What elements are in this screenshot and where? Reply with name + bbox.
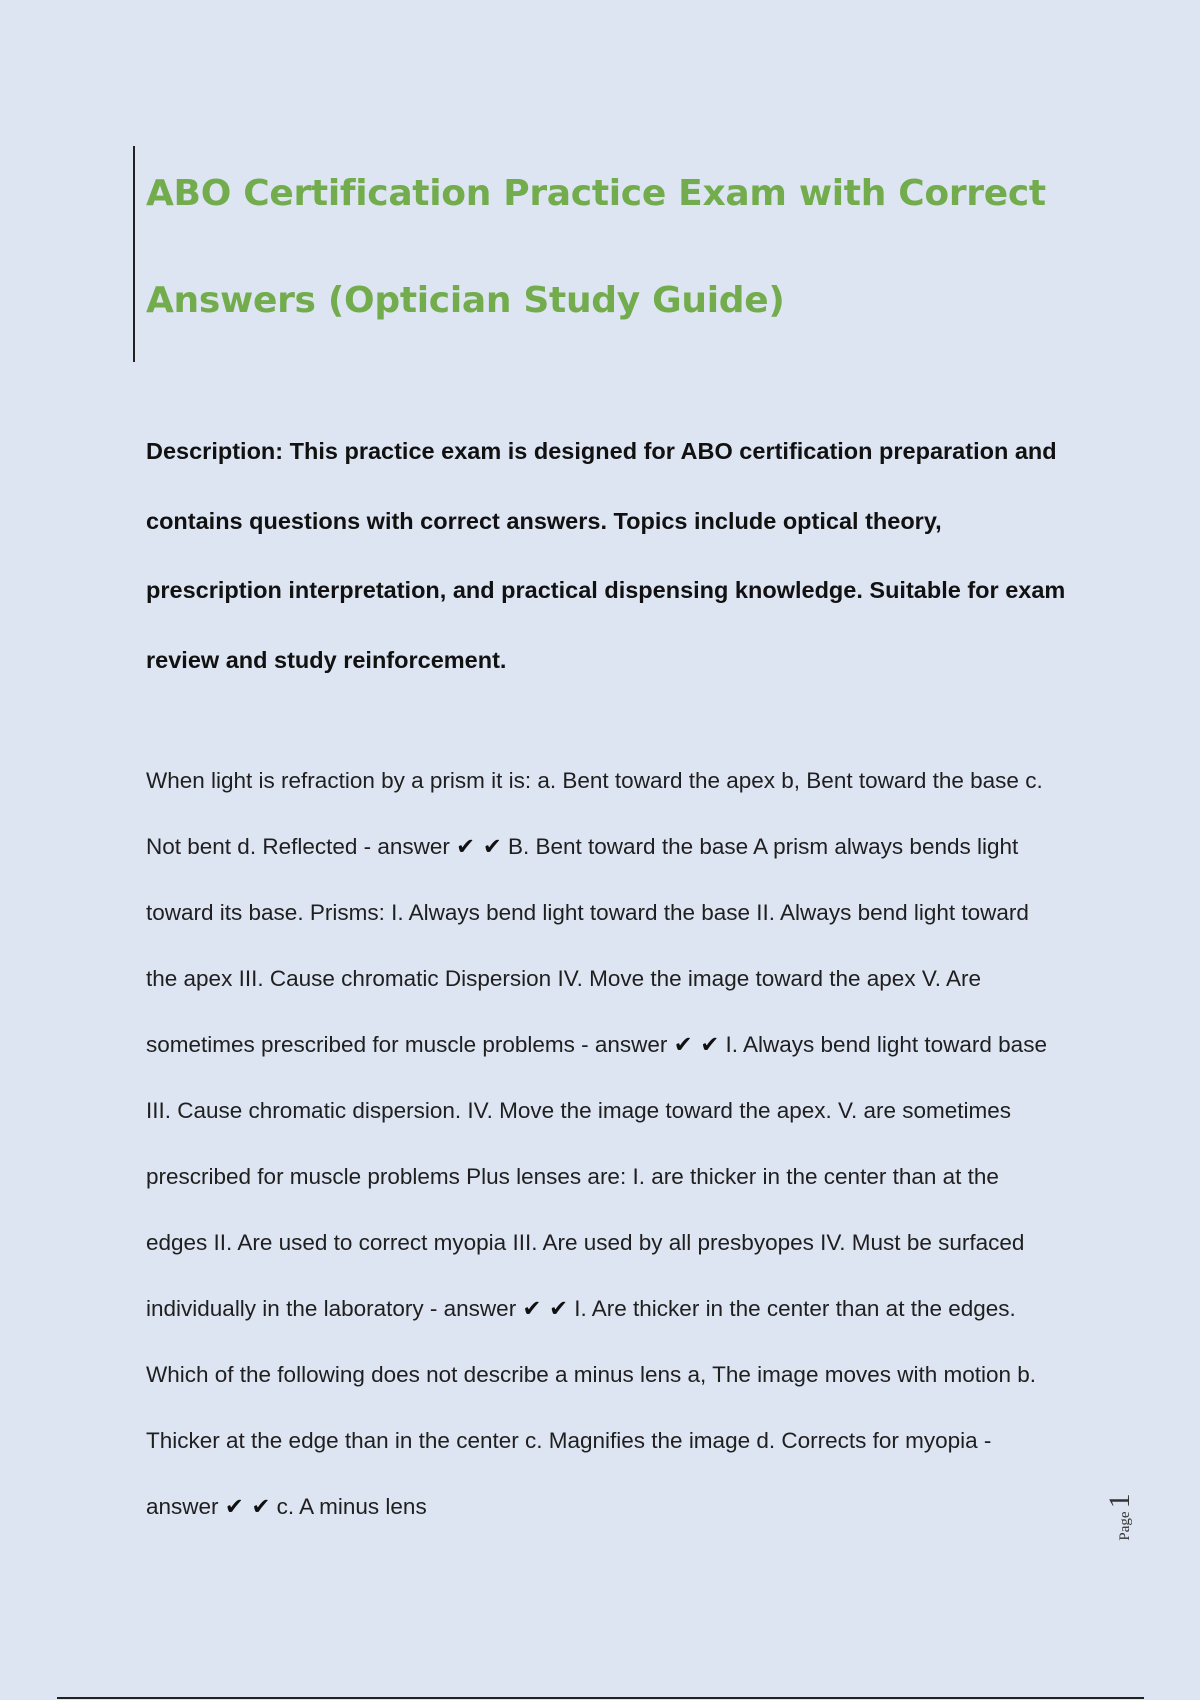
check-icon: ✔ ✔ <box>456 834 502 860</box>
document-description: Description: This practice exam is designed for ABO certification preparation and contains questions with correct answers. Topics include optical theory, prescription interpretation, and practical dispensing knowledge. Suitable for exam review and study reinforcement. <box>146 438 1066 673</box>
body-segment-2: B. Bent toward the base A prism always bends light toward its base. Prisms: I. Always bend light toward the base II. Always bend light toward the apex III. Cause chromatic Dispersion IV. Move the image toward the apex V. Are sometimes prescribed for muscle problems - answer <box>146 834 1029 1057</box>
check-icon: ✔ ✔ <box>522 1296 568 1322</box>
body-segment-3: I. Always bend light toward base III. Cause chromatic dispersion. IV. Move the image toward the apex. V. are sometimes prescribed for muscle problems Plus lenses are: I. are thicker in the center than at the edges II. Are used to correct myopia III. Are used by all presbyopes IV. Must be surfaced individually in the laboratory - answer <box>146 1032 1047 1321</box>
body-segment-4: I. Are thicker in the center than at the edges. Which of the following does not describe a minus lens a, The image moves with motion b. Thicker at the edge than in the center c. Magnifies the image d. Corrects for myopia - answer <box>146 1296 1037 1519</box>
page-number <box>1103 1493 1165 1541</box>
footer-rule <box>57 1697 1144 1699</box>
check-icon: ✔ ✔ <box>673 1032 720 1058</box>
body-segment-5: c. A minus lens <box>276 1494 427 1519</box>
check-icon: ✔ ✔ <box>224 1494 271 1520</box>
document-body <box>146 748 1066 1540</box>
document-title: ABO Certification Practice Exam with Correct Answers (Optician Study Guide) <box>146 173 1046 321</box>
body-segment-1: When light is refraction by a prism it is: a. Bent toward the apex b, Bent toward the base c. Not bent d. Reflected - answer <box>146 768 1043 859</box>
page-label: Page <box>1117 1511 1133 1541</box>
page-number-value: 1 <box>1103 1493 1136 1509</box>
title-left-rule <box>133 146 135 362</box>
